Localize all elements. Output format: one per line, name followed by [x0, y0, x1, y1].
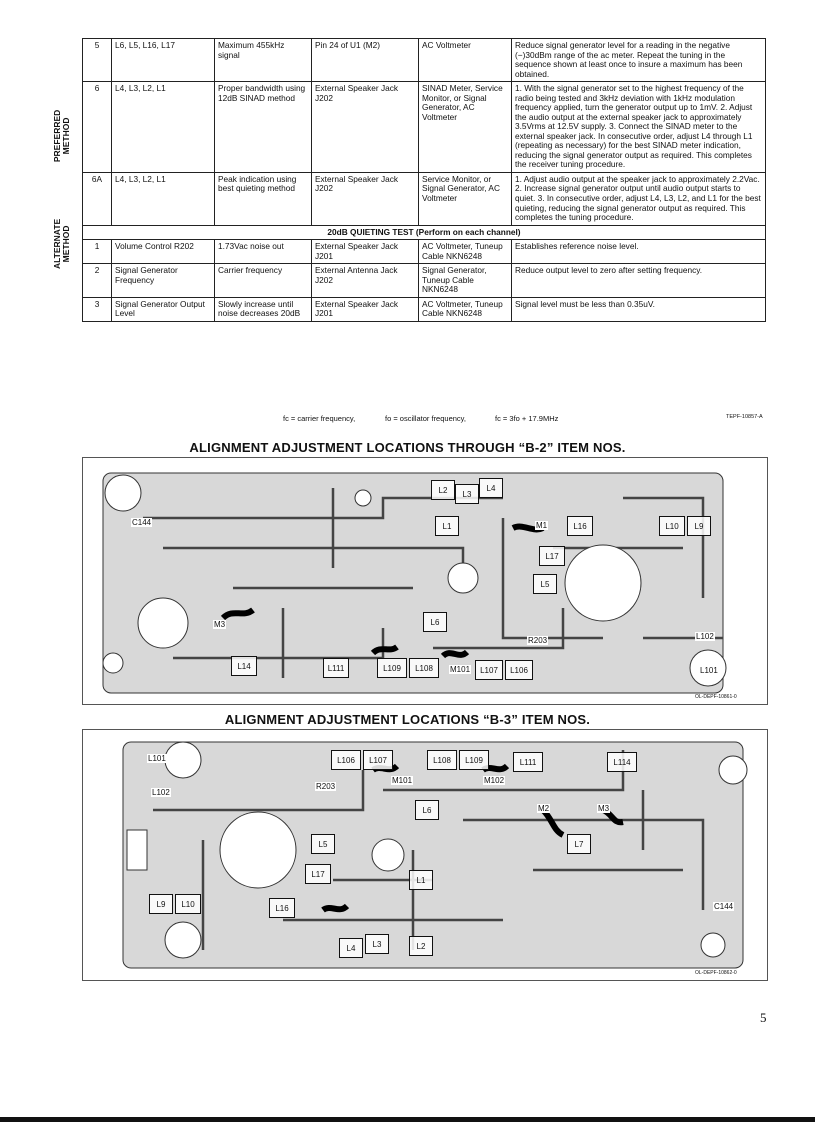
label-l6: L6: [423, 612, 447, 632]
label-l1: L1: [435, 516, 459, 536]
label-r203: R203: [316, 782, 336, 791]
cell-test: AC Voltmeter, Tuneup Cable NKN6248: [419, 297, 512, 321]
label-l108: L108: [409, 658, 439, 678]
cell-ind: Slowly increase until noise decreases 20dB: [215, 297, 312, 321]
alternate-method-label: ALTERNATE METHOD: [52, 218, 71, 270]
cell-ind: Carrier frequency: [215, 264, 312, 298]
label-l9: L9: [149, 894, 173, 914]
cell-conn: External Antenna Jack J202: [312, 264, 419, 298]
alignment-table: [82, 38, 766, 322]
table-row: [83, 172, 766, 225]
cell-step: 3: [83, 297, 112, 321]
cell-step: 2: [83, 264, 112, 298]
label-l5: L5: [533, 574, 557, 594]
label-l102: L102: [152, 788, 170, 797]
quieting-banner: 20dB QUIETING TEST (Perform on each channel): [83, 225, 766, 240]
note-carrier: fc = carrier frequency,: [283, 414, 356, 423]
label-l6: L6: [415, 800, 439, 820]
label-l2: L2: [431, 480, 455, 500]
label-l101: L101: [700, 666, 718, 675]
label-l107: L107: [475, 660, 503, 680]
cell-proc: Establishes reference noise level.: [512, 240, 766, 264]
label-m3: M3: [214, 620, 226, 629]
cell-adj: L6, L5, L16, L17: [112, 39, 215, 82]
page-number: 5: [760, 1010, 767, 1025]
table-row: [83, 240, 766, 264]
table-row: [83, 82, 766, 173]
label-l17: L17: [539, 546, 565, 566]
label-l114: L114: [607, 752, 637, 772]
label-c144: C144: [132, 518, 152, 527]
label-l10: L10: [175, 894, 201, 914]
label-l106: L106: [505, 660, 533, 680]
cell-step: 1: [83, 240, 112, 264]
label-l16: L16: [567, 516, 593, 536]
cell-ind: Proper bandwidth using 12dB SINAD method: [215, 82, 312, 173]
label-m101: M101: [392, 776, 413, 785]
label-l7: L7: [567, 834, 591, 854]
label-l109: L109: [377, 658, 407, 678]
label-c144: C144: [714, 902, 734, 911]
footer-rule: [0, 1117, 815, 1122]
label-m3: M3: [598, 804, 610, 813]
label-l4: L4: [479, 478, 503, 498]
label-l102: L102: [696, 632, 714, 641]
cell-adj: L4, L3, L2, L1: [112, 82, 215, 173]
label-l10: L10: [659, 516, 685, 536]
note-oscillator: fo = oscillator frequency,: [385, 414, 466, 423]
label-l1: L1: [409, 870, 433, 890]
cell-step: 6: [83, 82, 112, 173]
note-ref: TEPF-10857-A: [726, 414, 763, 420]
cell-test: SINAD Meter, Service Monitor, or Signal Generator, AC Voltmeter: [419, 82, 512, 173]
cell-conn: External Speaker Jack J202: [312, 82, 419, 173]
label-l3: L3: [455, 484, 479, 504]
board-1-code: OL-DEPF-10861-0: [695, 694, 737, 700]
cell-proc: Reduce output level to zero after setting frequency.: [512, 264, 766, 298]
cell-proc: 1. With the signal generator set to the highest frequency of the radio being tested and 3kHz deviation with 1kHz modulation frequency applied, turn the generator output up to 1mV. 2. Adjust the audio output at the external speaker jack to approximately 3.5Vrms at 12.5V supply. 3. Connect the SINAD meter to the external speaker jack. In consecutive order, adjust L4 through L1 (repeating as necessary) for the best SINAD meter indication, reducing the signal generator output as required. This completes the receiver tuning procedure.: [512, 82, 766, 173]
table-row: [83, 297, 766, 321]
label-m101: M101: [450, 665, 471, 674]
label-m1: M1: [536, 521, 548, 530]
label-l107: L107: [363, 750, 393, 770]
table-row: [83, 264, 766, 298]
label-m102: M102: [484, 776, 505, 785]
cell-ind: Peak indication using best quieting method: [215, 172, 312, 225]
label-m2: M2: [538, 804, 550, 813]
cell-conn: External Speaker Jack J202: [312, 172, 419, 225]
cell-test: Service Monitor, or Signal Generator, AC Voltmeter: [419, 172, 512, 225]
label-l17: L17: [305, 864, 331, 884]
cell-proc: Signal level must be less than 0.35uV.: [512, 297, 766, 321]
cell-adj: L4, L3, L2, L1: [112, 172, 215, 225]
label-l9: L9: [687, 516, 711, 536]
cell-adj: Volume Control R202: [112, 240, 215, 264]
label-r203: R203: [528, 636, 548, 645]
preferred-method-label: PREFERRED METHOD: [52, 109, 71, 163]
label-l5: L5: [311, 834, 335, 854]
label-l106: L106: [331, 750, 361, 770]
label-l14: L14: [231, 656, 257, 676]
cell-ind: Maximum 455kHz signal: [215, 39, 312, 82]
label-l101: L101: [148, 754, 166, 763]
table-row: [83, 39, 766, 82]
label-l111: L111: [323, 658, 349, 678]
label-l2: L2: [409, 936, 433, 956]
cell-conn: Pin 24 of U1 (M2): [312, 39, 419, 82]
cell-ind: 1.73Vac noise out: [215, 240, 312, 264]
label-l16: L16: [269, 898, 295, 918]
note-formula: fc = 3fo + 17.9MHz: [495, 414, 559, 423]
cell-step: 5: [83, 39, 112, 82]
circuit-board-1: [82, 457, 768, 705]
label-l108: L108: [427, 750, 457, 770]
figure-1-title: ALIGNMENT ADJUSTMENT LOCATIONS THROUGH “B-2” ITEM NOS.: [189, 440, 626, 455]
circuit-board-2: [82, 729, 768, 981]
label-l109: L109: [459, 750, 489, 770]
cell-conn: External Speaker Jack J201: [312, 297, 419, 321]
cell-step: 6A: [83, 172, 112, 225]
cell-test: AC Voltmeter: [419, 39, 512, 82]
board-2-code: OL-DEPF-10862-0: [695, 970, 737, 976]
label-l3: L3: [365, 934, 389, 954]
cell-adj: Signal Generator Output Level: [112, 297, 215, 321]
figure-2-title: ALIGNMENT ADJUSTMENT LOCATIONS “B-3” ITEM NOS.: [224, 712, 591, 727]
cell-test: AC Voltmeter, Tuneup Cable NKN6248: [419, 240, 512, 264]
cell-proc: 1. Adjust audio output at the speaker jack to approximately 2.2Vac. 2. Increase signal generator output until audio output starts to quiet. 3. In consecutive order, adjust L4, L3, L2, and L1 for the best quieting, reducing the signal generator output as required. This completes the tuning procedure.: [512, 172, 766, 225]
cell-adj: Signal Generator Frequency: [112, 264, 215, 298]
cell-test: Signal Generator, Tuneup Cable NKN6248: [419, 264, 512, 298]
cell-proc: Reduce signal generator level for a reading in the negative (−)30dBm range of the ac meter. Repeat the tuning in the sequence shown at least once to insure a maximum has been obtained.: [512, 39, 766, 82]
label-l111: L111: [513, 752, 543, 772]
cell-conn: External Speaker Jack J201: [312, 240, 419, 264]
label-l4: L4: [339, 938, 363, 958]
